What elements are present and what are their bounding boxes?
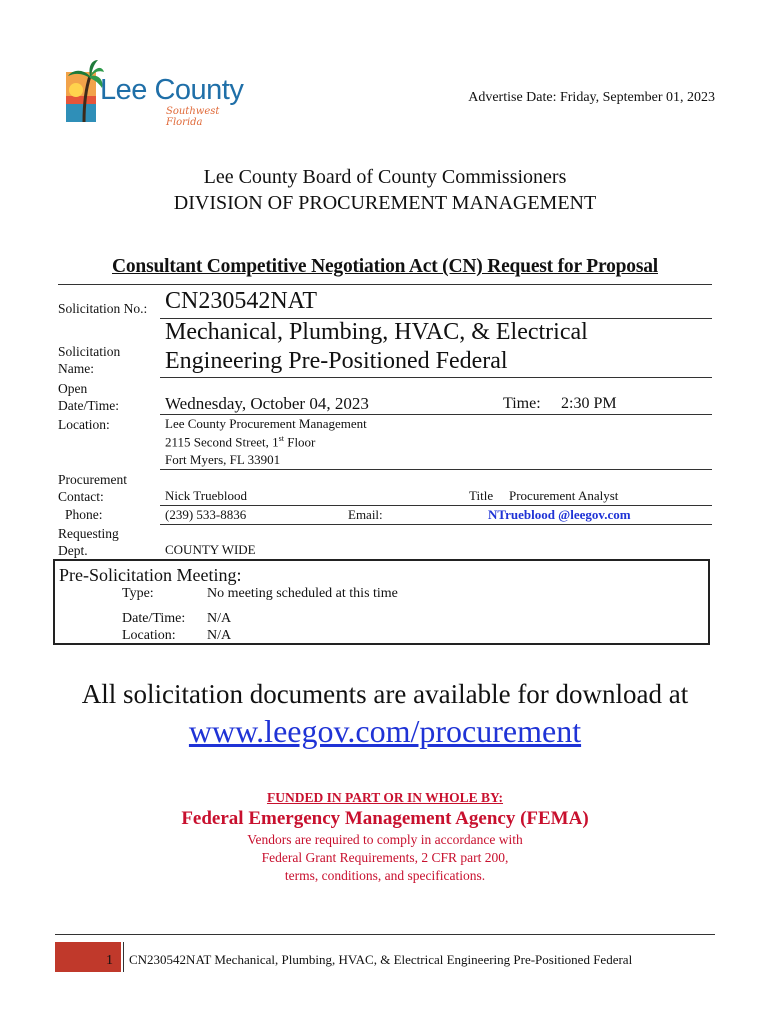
location-line1: Lee County Procurement Management (165, 416, 367, 431)
funding-line2: Federal Grant Requirements, 2 CFR part 200, (261, 850, 509, 865)
open-datetime-label: Open Date/Time: (58, 381, 120, 413)
advertise-date: Advertise Date: Friday, September 01, 2023 (468, 90, 715, 105)
solicitation-no-value: CN230542NAT (165, 288, 318, 314)
board-name: Lee County Board of County Commissioners (203, 166, 567, 188)
email-link[interactable]: NTrueblood @leegov.com (488, 507, 631, 522)
meeting-datetime-value: N/A (207, 611, 232, 626)
solicitation-name-label: Solicitation Name: (58, 344, 121, 376)
pre-solicitation-heading: Pre-Solicitation Meeting: (59, 565, 242, 585)
logo-name: Lee County (100, 74, 244, 106)
rule (160, 524, 712, 525)
dept-value: COUNTY WIDE (165, 542, 256, 557)
title-rule (58, 284, 712, 285)
funding-line1: Vendors are required to comply in accordance with (247, 832, 523, 847)
contact-value: Nick Trueblood (165, 488, 247, 503)
funding-agency: Federal Emergency Management Agency (FEMA) (181, 808, 589, 829)
phone-value: (239) 533-8836 (165, 507, 247, 522)
funding-heading: FUNDED IN PART OR IN WHOLE BY: (266, 790, 504, 805)
footer-text: CN230542NAT Mechanical, Plumbing, HVAC, & Electrical Engineering Pre-Positioned Federal (129, 952, 633, 967)
meeting-location-value: N/A (207, 628, 232, 643)
time-label: Time: (503, 395, 541, 412)
location-line2: 2115 Second Street, 1st Floor (165, 434, 316, 450)
pre-solicitation-box (53, 559, 710, 645)
location-label: Location: (58, 417, 110, 432)
open-date-value: Wednesday, October 04, 2023 (165, 394, 369, 413)
download-text: All solicitation documents are available for download at (81, 679, 689, 709)
requesting-dept-label: Requesting Dept. (58, 526, 119, 558)
download-url-row (0, 713, 770, 750)
rule (160, 377, 712, 378)
palm-tree-icon (62, 58, 104, 126)
solicitation-no-label: Solicitation No.: (58, 301, 148, 316)
contact-title-value: Procurement Analyst (509, 488, 619, 503)
rule (160, 505, 712, 506)
contact-title-label: Title (469, 488, 494, 503)
footer-divider (123, 942, 124, 972)
footer-rule (55, 934, 715, 935)
document-title: Consultant Competitive Negotiation Act (CN) Request for Proposal (112, 256, 658, 277)
lee-county-logo (62, 58, 254, 128)
time-value: 2:30 PM (561, 395, 617, 412)
type-value: No meeting scheduled at this time (207, 586, 398, 601)
meeting-location-label: Location: (122, 628, 176, 643)
type-label: Type: (122, 586, 154, 601)
solicitation-name-line2: Engineering Pre-Positioned Federal (165, 348, 508, 374)
procurement-url-link[interactable]: www.leegov.com/procurement (188, 713, 582, 749)
phone-label: Phone: (65, 507, 103, 522)
footer-page-number: 1 (106, 953, 113, 968)
logo-tagline: Southwest Florida (166, 106, 220, 128)
location-line3: Fort Myers, FL 33901 (165, 452, 281, 467)
rule (160, 414, 712, 415)
division-name: DIVISION OF PROCUREMENT MANAGEMENT (173, 192, 597, 214)
solicitation-name-line1: Mechanical, Plumbing, HVAC, & Electrical (165, 319, 588, 345)
meeting-datetime-label: Date/Time: (122, 611, 186, 626)
rule (160, 469, 712, 470)
funding-line3: terms, conditions, and specifications. (284, 868, 486, 883)
email-label: Email: (348, 507, 383, 522)
procurement-contact-label: Procurement Contact: (58, 472, 127, 504)
